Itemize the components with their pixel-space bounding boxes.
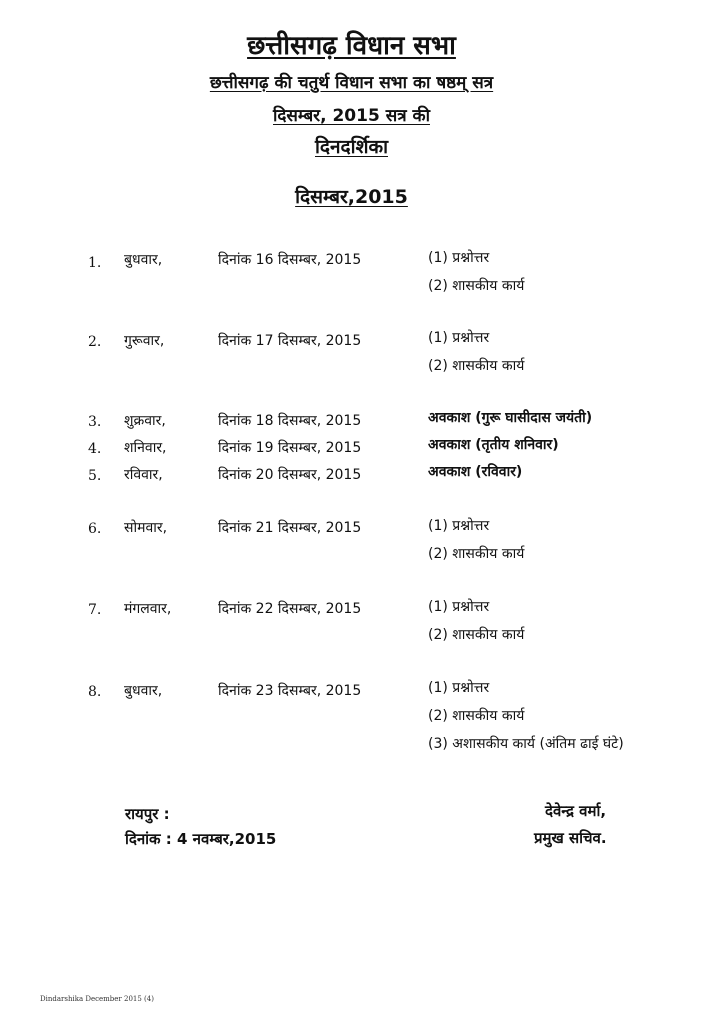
agenda-item: (1) प्रश्नोत्तर bbox=[428, 250, 490, 266]
session-label: दिसम्बर, 2015 सत्र की bbox=[273, 106, 430, 126]
row-number: 3. bbox=[88, 414, 102, 430]
agenda-item: (2) शासकीय कार्य bbox=[428, 546, 525, 562]
agenda-item: (2) शासकीय कार्य bbox=[428, 358, 525, 374]
issue-date: दिनांक : 4 नवम्बर,2015 bbox=[125, 830, 277, 848]
row-day: रविवार, bbox=[124, 467, 163, 483]
row-day: शनिवार, bbox=[124, 440, 167, 456]
assembly-title: छत्तीसगढ़ विधान सभा bbox=[247, 31, 456, 61]
row-number: 4. bbox=[88, 441, 102, 457]
row-day: गुरूवार, bbox=[124, 333, 165, 349]
holiday-label: अवकाश (तृतीय शनिवार) bbox=[428, 437, 559, 453]
agenda-item: (1) प्रश्नोत्तर bbox=[428, 680, 490, 696]
session-subtitle: छत्तीसगढ़ की चतुर्थ विधान सभा का षष्ठम् सत्र bbox=[209, 73, 494, 93]
document-title: दिनदर्शिका bbox=[315, 136, 388, 158]
agenda-item: (2) शासकीय कार्य bbox=[428, 627, 525, 643]
row-date: दिनांक 16 दिसम्बर, 2015 bbox=[218, 252, 362, 268]
row-day: शुक्रवार, bbox=[124, 413, 166, 429]
agenda-item: (1) प्रश्नोत्तर bbox=[428, 518, 490, 534]
signatory-title: प्रमुख सचिव. bbox=[534, 829, 607, 847]
month-heading: दिसम्बर,2015 bbox=[295, 186, 408, 208]
agenda-item: (2) शासकीय कार्य bbox=[428, 708, 525, 724]
agenda-item: (1) प्रश्नोत्तर bbox=[428, 330, 490, 346]
row-date: दिनांक 17 दिसम्बर, 2015 bbox=[218, 333, 362, 349]
row-date: दिनांक 19 दिसम्बर, 2015 bbox=[218, 440, 362, 456]
agenda-item: (2) शासकीय कार्य bbox=[428, 278, 525, 294]
row-number: 7. bbox=[88, 602, 102, 618]
row-number: 8. bbox=[88, 684, 102, 700]
row-number: 2. bbox=[88, 334, 102, 350]
row-date: दिनांक 21 दिसम्बर, 2015 bbox=[218, 520, 362, 536]
row-date: दिनांक 22 दिसम्बर, 2015 bbox=[218, 601, 362, 617]
row-number: 1. bbox=[88, 255, 102, 271]
holiday-label: अवकाश (रविवार) bbox=[428, 464, 523, 480]
agenda-item: (3) अशासकीय कार्य (अंतिम ढाई घंटे) bbox=[428, 736, 624, 752]
row-date: दिनांक 20 दिसम्बर, 2015 bbox=[218, 467, 362, 483]
row-day: बुधवार, bbox=[124, 683, 163, 699]
agenda-item: (1) प्रश्नोत्तर bbox=[428, 599, 490, 615]
issue-place: रायपुर : bbox=[125, 805, 170, 823]
row-number: 5. bbox=[88, 468, 102, 484]
row-day: बुधवार, bbox=[124, 252, 163, 268]
row-number: 6. bbox=[88, 521, 102, 537]
row-date: दिनांक 18 दिसम्बर, 2015 bbox=[218, 413, 362, 429]
file-label: Dindarshika December 2015 (4) bbox=[40, 995, 154, 1003]
row-day: मंगलवार, bbox=[124, 601, 172, 617]
holiday-label: अवकाश (गुरू घासीदास जयंती) bbox=[428, 410, 593, 426]
row-day: सोमवार, bbox=[124, 520, 168, 536]
row-date: दिनांक 23 दिसम्बर, 2015 bbox=[218, 683, 362, 699]
signatory-name: देवेन्द्र वर्मा, bbox=[545, 802, 607, 820]
